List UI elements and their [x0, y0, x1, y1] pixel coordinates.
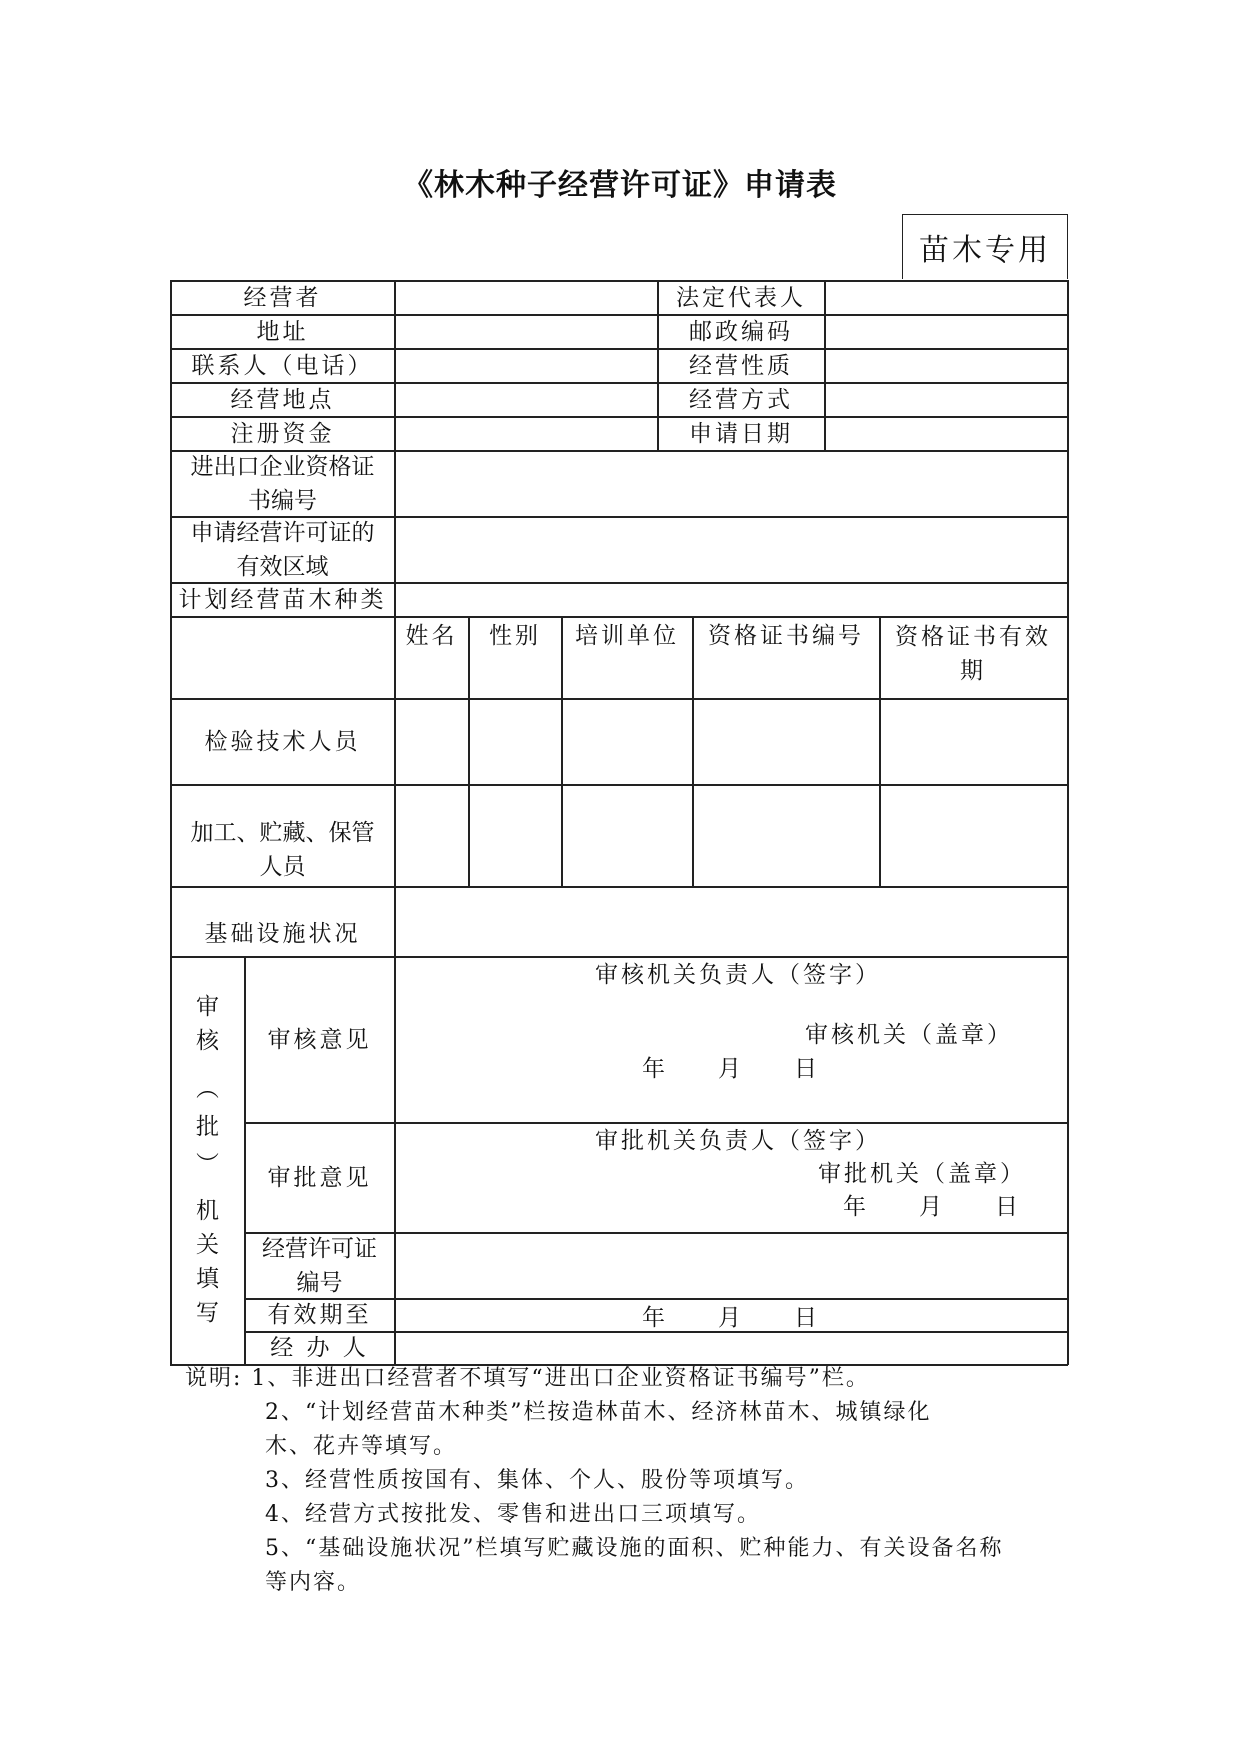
side-char: 写 — [196, 1300, 219, 1326]
process-name-field[interactable] — [395, 785, 468, 886]
review-year: 年 — [642, 1056, 668, 1082]
nature-field[interactable] — [825, 349, 1067, 382]
approve-sign-label: 审批机关负责人（签字） — [595, 1128, 881, 1154]
side-char: 批 — [196, 1114, 219, 1140]
header-cert-validity: 资格证书有效期 — [895, 624, 1051, 684]
address-field[interactable] — [395, 315, 657, 348]
notes-section — [185, 1362, 1004, 1600]
side-char: 填 — [196, 1266, 219, 1292]
process-unit-field[interactable] — [562, 785, 692, 886]
label-inspect-staff: 检验技术人员 — [204, 728, 361, 755]
label-process-staff — [171, 785, 394, 886]
note-1: 1、非进出口经营者不填写“进出口企业资格证书编号”栏。 — [251, 1366, 870, 1391]
label-mode: 经营方式 — [689, 386, 793, 413]
side-char: 审 — [196, 994, 219, 1020]
label-ie-cert-line2: 书编号 — [248, 487, 317, 514]
approve-day: 日 — [995, 1194, 1021, 1220]
postcode-field[interactable] — [825, 315, 1067, 348]
header-training-unit: 培训单位 — [575, 623, 679, 649]
label-operator: 经营者 — [243, 284, 322, 311]
label-nature: 经营性质 — [689, 352, 793, 379]
label-process-line1: 加工、贮藏、保管 — [190, 820, 375, 846]
location-field[interactable] — [395, 383, 657, 416]
review-day: 日 — [794, 1056, 820, 1082]
approve-seal-label: 审批机关（盖章） — [818, 1161, 1026, 1187]
process-gender-field[interactable] — [469, 785, 561, 886]
inspect-name-field[interactable] — [395, 699, 468, 784]
label-ie-cert — [171, 451, 394, 516]
approval-authority-side-label — [171, 990, 244, 1345]
contact-field[interactable] — [395, 349, 657, 382]
label-region-line2: 有效区域 — [236, 553, 329, 580]
label-location: 经营地点 — [230, 386, 335, 413]
label-license-line2: 编号 — [296, 1269, 343, 1296]
header-gender: 性别 — [489, 623, 541, 649]
label-legal-rep: 法定代表人 — [676, 284, 806, 311]
label-valid-until: 有效期至 — [267, 1302, 372, 1328]
side-char: ︶ — [196, 1152, 219, 1178]
notes-prefix: 说明: — [185, 1366, 243, 1391]
label-address: 地址 — [256, 318, 309, 345]
mode-field[interactable] — [825, 383, 1067, 416]
label-region-line1: 申请经营许可证的 — [190, 519, 375, 546]
review-month: 月 — [718, 1056, 744, 1082]
apply-date-field[interactable] — [825, 417, 1067, 450]
side-char: ︵ — [196, 1076, 219, 1102]
inspect-gender-field[interactable] — [469, 699, 561, 784]
note-3: 3、经营性质按国有、集体、个人、股份等项填写。 — [265, 1468, 809, 1493]
label-ie-cert-line1: 进出口企业资格证 — [190, 453, 375, 480]
side-char: 机 — [196, 1198, 219, 1224]
nursery-only-tag: 苗木专用 — [902, 214, 1068, 279]
license-number-field[interactable] — [395, 1233, 1067, 1298]
label-apply-date: 申请日期 — [689, 420, 793, 447]
label-approve-opinion: 审批意见 — [267, 1164, 372, 1191]
handler-field[interactable] — [395, 1332, 1067, 1364]
label-species: 计划经营苗木种类 — [178, 586, 387, 613]
valid-month: 月 — [718, 1305, 744, 1331]
side-char: 关 — [196, 1232, 219, 1258]
header-cert-number: 资格证书编号 — [708, 623, 864, 649]
label-license-line1: 经营许可证 — [262, 1235, 377, 1262]
inspect-validity-field[interactable] — [880, 699, 1067, 784]
form-title: 《林木种子经营许可证》申请表 — [403, 168, 837, 203]
review-sign-label: 审核机关负责人（签字） — [595, 962, 881, 988]
note-5b: 等内容。 — [265, 1570, 362, 1595]
inspect-unit-field[interactable] — [562, 699, 692, 784]
operator-field[interactable] — [395, 281, 657, 314]
label-capital: 注册资金 — [230, 420, 335, 447]
label-license-number — [245, 1233, 394, 1298]
legal-rep-field[interactable] — [825, 281, 1067, 314]
species-field[interactable] — [395, 583, 1067, 616]
process-validity-field[interactable] — [880, 785, 1067, 886]
label-contact: 联系人（电话） — [191, 352, 374, 379]
note-4: 4、经营方式按批发、零售和进出口三项填写。 — [265, 1502, 761, 1527]
note-5a: 5、“基础设施状况”栏填写贮藏设施的面积、贮种能力、有关设备名称 — [265, 1536, 1004, 1561]
infrastructure-field[interactable] — [395, 887, 1067, 956]
label-handler: 经 办 人 — [270, 1335, 369, 1361]
note-2a: 2、“计划经营苗木种类”栏按造林苗木、经济林苗木、城镇绿化 — [265, 1400, 932, 1425]
label-review-opinion: 审核意见 — [267, 1026, 372, 1053]
valid-day: 日 — [794, 1305, 820, 1331]
approve-month: 月 — [919, 1194, 945, 1220]
header-name: 姓名 — [405, 623, 458, 649]
note-2b: 木、花卉等填写。 — [265, 1434, 458, 1459]
approve-year: 年 — [843, 1194, 869, 1220]
inspect-cert-field[interactable] — [693, 699, 879, 784]
label-postcode: 邮政编码 — [689, 318, 793, 345]
process-cert-field[interactable] — [693, 785, 879, 886]
review-seal-label: 审核机关（盖章） — [805, 1022, 1013, 1048]
label-process-line2: 人员 — [259, 854, 306, 880]
capital-field[interactable] — [395, 417, 657, 450]
side-char: 核 — [196, 1028, 219, 1054]
valid-year: 年 — [642, 1305, 668, 1331]
region-field[interactable] — [395, 517, 1067, 582]
label-infrastructure: 基础设施状况 — [204, 921, 361, 947]
ie-cert-field[interactable] — [395, 451, 1067, 516]
label-region — [171, 517, 394, 582]
